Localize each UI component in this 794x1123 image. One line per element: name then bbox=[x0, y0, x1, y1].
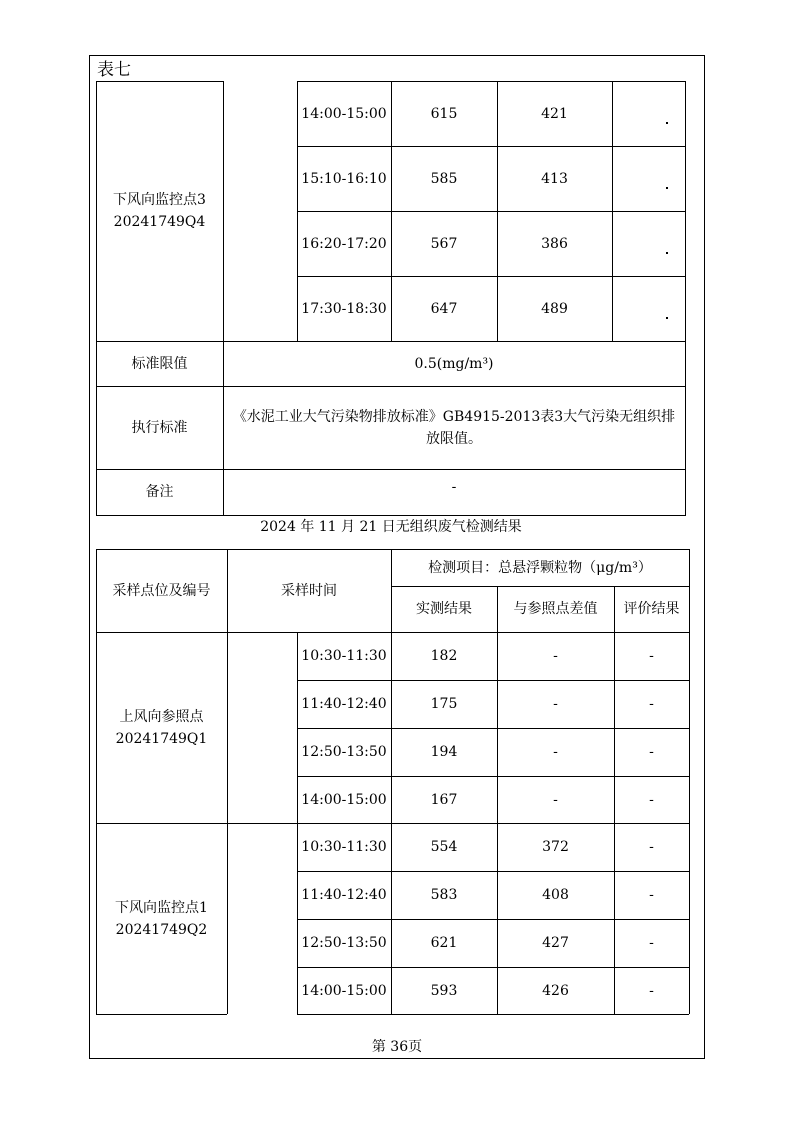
header-diff: 与参照点差值 bbox=[513, 601, 598, 617]
eval-cell: - bbox=[649, 791, 654, 808]
eval-cell: - bbox=[649, 982, 654, 999]
eval-cell: - bbox=[649, 935, 654, 951]
measured-cell: 182 bbox=[430, 648, 458, 664]
measured-cell: 554 bbox=[430, 839, 458, 855]
measured-cell: 583 bbox=[430, 887, 458, 903]
point-code: 20241749Q4 bbox=[113, 214, 206, 230]
diff-cell: 386 bbox=[541, 235, 568, 252]
header-measured: 实测结果 bbox=[416, 601, 472, 617]
time-cell: 14:00-15:00 bbox=[301, 105, 387, 122]
point-code: 20241749Q2 bbox=[115, 921, 208, 938]
standard-value: 《水泥工业大气污染物排放标准》GB4915-2013表3大气污染无组织排放限值。 bbox=[232, 408, 676, 447]
section-label: 表七 bbox=[97, 60, 131, 80]
time-cell: 14:00-15:00 bbox=[301, 982, 387, 999]
eval-cell: - bbox=[649, 696, 654, 712]
eval-cell: - bbox=[649, 744, 654, 760]
time-cell: 10:30-11:30 bbox=[301, 839, 387, 855]
time-cell: 11:40-12:40 bbox=[301, 887, 387, 903]
diff-cell: 413 bbox=[541, 170, 568, 187]
group-point-cell bbox=[96, 823, 227, 1014]
remark-value: - bbox=[451, 479, 457, 495]
eval-cell: - bbox=[649, 887, 654, 903]
measured-cell: 621 bbox=[430, 935, 458, 951]
standard-label: 执行标准 bbox=[131, 419, 188, 436]
header-item: 检测项目：总悬浮颗粒物（μg/m³） bbox=[428, 559, 652, 576]
measured-cell: 615 bbox=[430, 105, 458, 122]
measured-cell: 593 bbox=[430, 982, 458, 999]
remark-label: 备注 bbox=[145, 484, 174, 500]
time-cell: 10:30-11:30 bbox=[301, 648, 387, 664]
header-point: 采样点位及编号 bbox=[112, 582, 211, 599]
point-name: 下风向监控点3 bbox=[113, 192, 206, 208]
measured-cell: 194 bbox=[430, 744, 458, 760]
measured-cell: 567 bbox=[430, 235, 458, 252]
eval-cell: - bbox=[649, 839, 654, 855]
time-cell: 12:50-13:50 bbox=[301, 935, 387, 951]
eval-mark bbox=[666, 252, 668, 254]
measured-cell: 167 bbox=[430, 791, 458, 808]
measured-cell: 647 bbox=[430, 300, 458, 317]
eval-mark bbox=[666, 187, 668, 189]
time-cell: 17:30-18:30 bbox=[301, 300, 387, 317]
diff-cell: - bbox=[553, 696, 558, 712]
point-code: 20241749Q1 bbox=[115, 730, 208, 747]
header-time: 采样时间 bbox=[281, 582, 337, 599]
diff-cell: - bbox=[553, 648, 558, 664]
diff-cell: 427 bbox=[542, 935, 569, 951]
page-number: 第 36页 bbox=[371, 1039, 423, 1055]
eval-mark bbox=[666, 122, 668, 124]
point-name: 上风向参照点 bbox=[119, 708, 204, 725]
time-cell: 15:10-16:10 bbox=[301, 170, 387, 187]
diff-cell: 426 bbox=[542, 982, 569, 999]
point-name: 下风向监控点1 bbox=[115, 899, 208, 916]
diff-cell: 489 bbox=[541, 300, 568, 317]
eval-mark bbox=[666, 317, 668, 319]
table-2-title: 2024 年 11 月 21 日无组织废气检测结果 bbox=[260, 519, 522, 535]
measured-cell: 585 bbox=[430, 170, 458, 187]
measured-cell: 175 bbox=[430, 696, 458, 712]
time-cell: 11:40-12:40 bbox=[301, 696, 387, 712]
diff-cell: - bbox=[553, 744, 558, 760]
diff-cell: - bbox=[553, 791, 558, 808]
time-cell: 12:50-13:50 bbox=[301, 744, 387, 760]
diff-cell: 372 bbox=[542, 839, 569, 855]
diff-cell: 408 bbox=[542, 887, 569, 903]
limit-value: 0.5(mg/m³) bbox=[414, 355, 494, 372]
time-cell: 14:00-15:00 bbox=[301, 791, 387, 808]
time-cell: 16:20-17:20 bbox=[301, 235, 387, 252]
header-eval: 评价结果 bbox=[623, 601, 680, 617]
limit-label: 标准限值 bbox=[131, 355, 188, 372]
diff-cell: 421 bbox=[541, 105, 568, 122]
eval-cell: - bbox=[649, 648, 654, 664]
group-point-cell bbox=[96, 632, 227, 823]
point-cell bbox=[96, 81, 223, 341]
